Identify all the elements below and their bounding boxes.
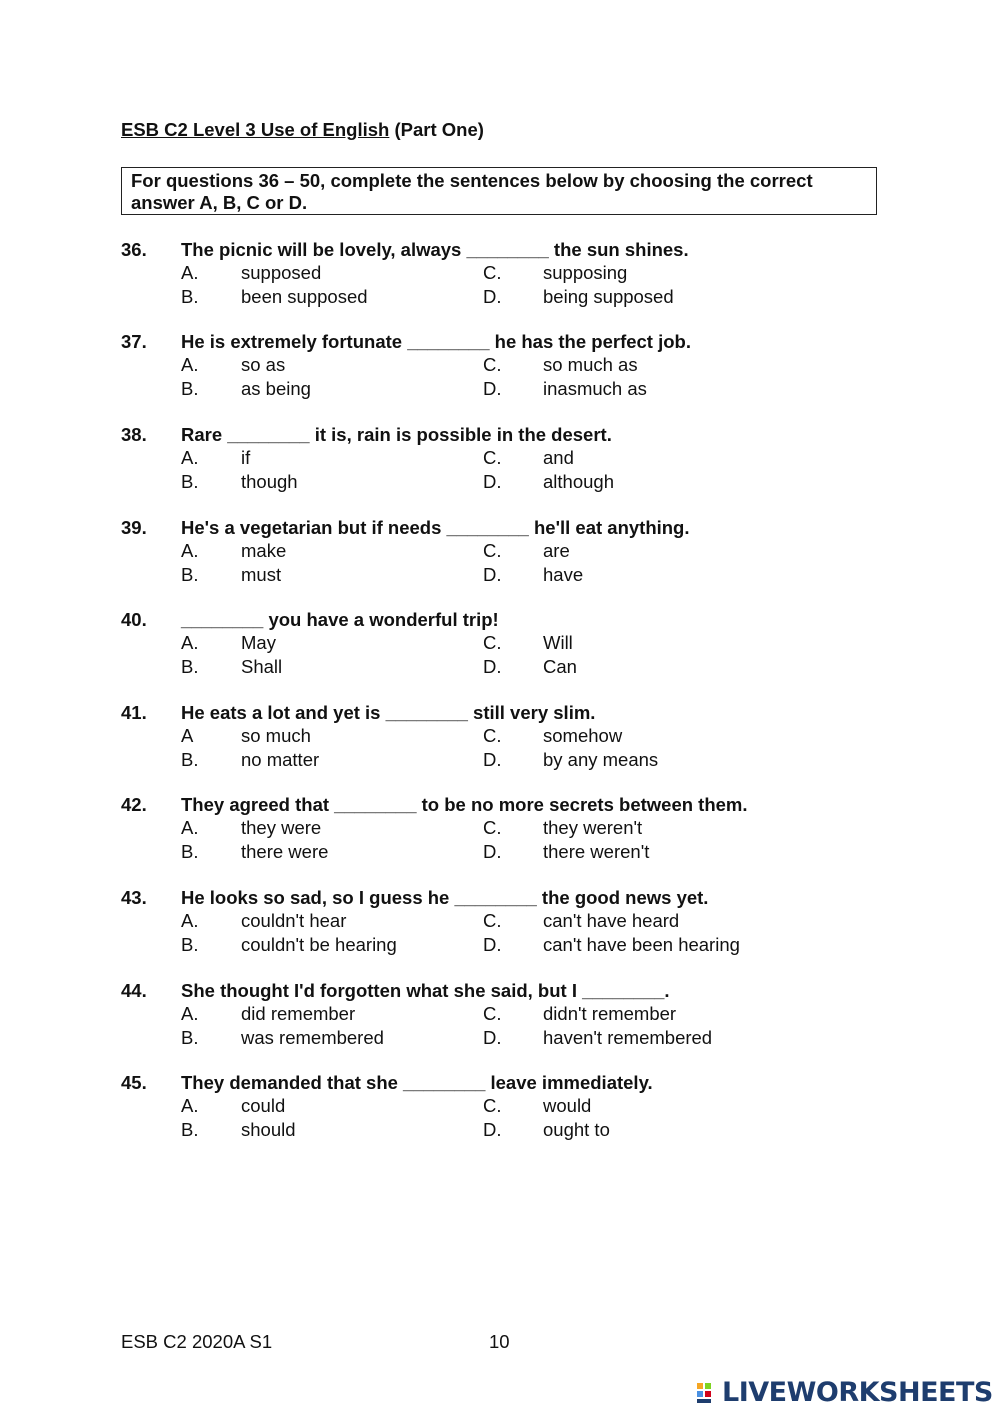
option-d[interactable] xyxy=(483,285,785,308)
option-text: they weren't xyxy=(543,817,643,839)
option-text: can't have heard xyxy=(543,910,680,932)
question-38 xyxy=(121,423,881,493)
option-letter: B. xyxy=(181,655,199,677)
option-letter: A. xyxy=(181,632,199,654)
option-letter: D. xyxy=(483,1026,502,1048)
question-text: He looks so sad, so I guess he ________ the good news yet. xyxy=(181,887,709,908)
option-a[interactable] xyxy=(181,724,483,747)
question-text: He is extremely fortunate ________ he has the perfect job. xyxy=(181,331,691,352)
question-42 xyxy=(121,793,881,863)
option-b[interactable] xyxy=(181,840,483,863)
option-letter: B. xyxy=(181,1026,199,1048)
option-text: Will xyxy=(543,632,573,654)
instructions-box: For questions 36 – 50, complete the sentences below by choosing the correct answer A, B, C or D. xyxy=(121,167,877,215)
question-number: 36. xyxy=(121,239,147,260)
option-b[interactable] xyxy=(181,1118,483,1141)
option-text: so as xyxy=(241,354,286,376)
option-text: there were xyxy=(241,840,329,862)
question-number: 38. xyxy=(121,424,147,445)
option-c[interactable] xyxy=(483,446,785,469)
question-text: He eats a lot and yet is ________ still very slim. xyxy=(181,702,596,723)
option-d[interactable] xyxy=(483,1026,785,1049)
title-main: ESB C2 Level 3 Use of English xyxy=(121,119,390,140)
option-text: although xyxy=(543,470,614,492)
option-a[interactable] xyxy=(181,353,483,376)
option-letter: D. xyxy=(483,840,502,862)
question-number: 41. xyxy=(121,702,147,723)
liveworksheets-logo-icon xyxy=(696,1381,720,1405)
option-a[interactable] xyxy=(181,631,483,654)
option-text: by any means xyxy=(543,748,659,770)
option-text: they were xyxy=(241,817,322,839)
option-text: Can xyxy=(543,655,577,677)
option-a[interactable] xyxy=(181,1094,483,1117)
option-letter: B. xyxy=(181,840,199,862)
option-letter: D. xyxy=(483,933,502,955)
option-text: Shall xyxy=(241,655,283,677)
option-text: as being xyxy=(241,377,311,399)
option-b[interactable] xyxy=(181,748,483,771)
option-letter: C. xyxy=(483,1095,502,1117)
option-letter: B. xyxy=(181,933,199,955)
option-letter: A. xyxy=(181,910,199,932)
option-text: was remembered xyxy=(241,1026,384,1048)
option-b[interactable] xyxy=(181,377,483,400)
option-a[interactable] xyxy=(181,816,483,839)
option-letter: D. xyxy=(483,655,502,677)
option-b[interactable] xyxy=(181,655,483,678)
question-number: 42. xyxy=(121,794,147,815)
option-letter: D. xyxy=(483,377,502,399)
option-text: May xyxy=(241,632,276,654)
question-number: 43. xyxy=(121,887,147,908)
option-letter: D. xyxy=(483,1118,502,1140)
option-d[interactable] xyxy=(483,470,785,493)
option-text: being supposed xyxy=(543,285,674,307)
footer-code: ESB C2 2020A S1 xyxy=(121,1331,273,1352)
option-letter: C. xyxy=(483,262,502,284)
option-text: no matter xyxy=(241,748,320,770)
option-text: could xyxy=(241,1095,286,1117)
title-suffix: (Part One) xyxy=(389,119,484,140)
option-text: must xyxy=(241,563,282,585)
option-letter: C. xyxy=(483,540,502,562)
option-text: did remember xyxy=(241,1003,356,1025)
option-text: couldn't be hearing xyxy=(241,933,397,955)
question-43 xyxy=(121,886,881,956)
option-c[interactable] xyxy=(483,539,785,562)
option-text: have xyxy=(543,563,584,585)
option-letter: D. xyxy=(483,748,502,770)
option-text: somehow xyxy=(543,725,623,747)
option-d[interactable] xyxy=(483,933,785,956)
question-number: 44. xyxy=(121,980,147,1001)
option-c[interactable] xyxy=(483,1002,785,1025)
option-a[interactable] xyxy=(181,446,483,469)
question-text: Rare ________ it is, rain is possible in the desert. xyxy=(181,424,612,445)
option-b[interactable] xyxy=(181,1026,483,1049)
option-c[interactable] xyxy=(483,631,785,654)
question-text: They agreed that ________ to be no more secrets between them. xyxy=(181,794,748,815)
option-letter: B. xyxy=(181,377,199,399)
option-letter: A. xyxy=(181,540,199,562)
question-number: 45. xyxy=(121,1072,147,1093)
option-letter: C. xyxy=(483,1003,502,1025)
option-letter: C. xyxy=(483,632,502,654)
option-text: are xyxy=(543,540,570,562)
option-letter: D. xyxy=(483,470,502,492)
page-number: 10 xyxy=(489,1331,510,1352)
option-text: should xyxy=(241,1118,296,1140)
option-b[interactable] xyxy=(181,285,483,308)
option-c[interactable] xyxy=(483,909,785,932)
option-text: make xyxy=(241,540,287,562)
option-letter: B. xyxy=(181,748,199,770)
option-c[interactable] xyxy=(483,353,785,376)
option-c[interactable] xyxy=(483,816,785,839)
option-text: and xyxy=(543,447,574,469)
option-a[interactable] xyxy=(181,261,483,284)
question-45 xyxy=(121,1071,881,1141)
option-letter: C. xyxy=(483,725,502,747)
option-letter: C. xyxy=(483,447,502,469)
question-text: The picnic will be lovely, always ________ the sun shines. xyxy=(181,239,689,260)
question-number: 37. xyxy=(121,331,147,352)
option-d[interactable] xyxy=(483,748,785,771)
option-a[interactable] xyxy=(181,539,483,562)
option-text: inasmuch as xyxy=(543,377,647,399)
option-letter: B. xyxy=(181,285,199,307)
question-37 xyxy=(121,330,881,400)
option-letter: A. xyxy=(181,447,199,469)
option-text: there weren't xyxy=(543,840,650,862)
option-letter: A. xyxy=(181,817,199,839)
option-letter: A. xyxy=(181,354,199,376)
option-text: couldn't hear xyxy=(241,910,347,932)
option-d[interactable] xyxy=(483,655,785,678)
option-text: didn't remember xyxy=(543,1003,677,1025)
option-letter: B. xyxy=(181,470,199,492)
brand-text: LIVEWORKSHEETS xyxy=(722,1377,993,1408)
question-44 xyxy=(121,979,881,1049)
option-letter: A xyxy=(181,725,194,747)
option-b[interactable] xyxy=(181,933,483,956)
option-letter: A. xyxy=(181,1095,199,1117)
option-d[interactable] xyxy=(483,563,785,586)
option-letter: D. xyxy=(483,563,502,585)
option-b[interactable] xyxy=(181,470,483,493)
option-text: supposed xyxy=(241,262,322,284)
option-text: ought to xyxy=(543,1118,610,1140)
option-text: so much xyxy=(241,725,311,747)
option-letter: B. xyxy=(181,1118,199,1140)
option-text: if xyxy=(241,447,251,469)
question-40 xyxy=(121,608,881,678)
liveworksheets-brand[interactable] xyxy=(696,1377,993,1408)
option-d[interactable] xyxy=(483,377,785,400)
option-letter: A. xyxy=(181,1003,199,1025)
question-number: 40. xyxy=(121,609,147,630)
option-letter: D. xyxy=(483,285,502,307)
question-text: He's a vegetarian but if needs ________ he'll eat anything. xyxy=(181,517,690,538)
page-title xyxy=(121,119,484,141)
option-c[interactable] xyxy=(483,724,785,747)
option-letter: C. xyxy=(483,910,502,932)
option-text: so much as xyxy=(543,354,638,376)
option-c[interactable] xyxy=(483,261,785,284)
question-36 xyxy=(121,238,881,308)
option-text: been supposed xyxy=(241,285,368,307)
question-39 xyxy=(121,516,881,586)
question-text: They demanded that she ________ leave immediately. xyxy=(181,1072,653,1093)
option-letter: C. xyxy=(483,817,502,839)
question-text: She thought I'd forgotten what she said, but I ________. xyxy=(181,980,670,1001)
option-letter: C. xyxy=(483,354,502,376)
option-text: would xyxy=(543,1095,592,1117)
option-c[interactable] xyxy=(483,1094,785,1117)
option-letter: A. xyxy=(181,262,199,284)
option-letter: B. xyxy=(181,563,199,585)
question-number: 39. xyxy=(121,517,147,538)
option-a[interactable] xyxy=(181,909,483,932)
option-a[interactable] xyxy=(181,1002,483,1025)
option-text: supposing xyxy=(543,262,628,284)
option-d[interactable] xyxy=(483,840,785,863)
option-text: though xyxy=(241,470,298,492)
question-text: ________ you have a wonderful trip! xyxy=(181,609,499,630)
question-41 xyxy=(121,701,881,771)
option-b[interactable] xyxy=(181,563,483,586)
option-text: can't have been hearing xyxy=(543,933,740,955)
option-text: haven't remembered xyxy=(543,1026,713,1048)
option-d[interactable] xyxy=(483,1118,785,1141)
